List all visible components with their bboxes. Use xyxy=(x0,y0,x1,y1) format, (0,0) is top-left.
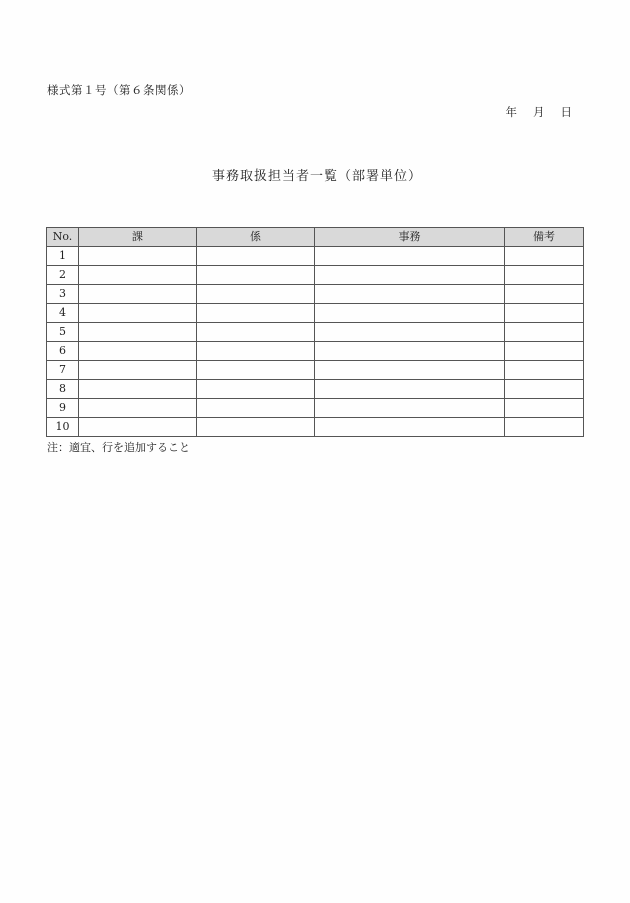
table-row xyxy=(47,323,584,342)
cell-kakari xyxy=(197,361,315,380)
cell-kakari xyxy=(197,304,315,323)
cell-biko xyxy=(505,361,584,380)
cell-jimu xyxy=(315,323,505,342)
cell-kakari xyxy=(197,418,315,437)
date-month-label: 月 xyxy=(533,105,545,119)
table-row xyxy=(47,304,584,323)
cell-jimu xyxy=(315,304,505,323)
cell-jimu xyxy=(315,266,505,285)
cell-ka xyxy=(79,342,197,361)
cell-ka xyxy=(79,247,197,266)
document-title: 事務取扱担当者一覧（部署単位） xyxy=(211,169,422,184)
cell-ka xyxy=(79,361,197,380)
cell-biko xyxy=(505,342,584,361)
row-number: 8 xyxy=(47,380,79,399)
cell-kakari xyxy=(197,323,315,342)
row-number: 6 xyxy=(47,342,79,361)
cell-biko xyxy=(505,399,584,418)
cell-kakari xyxy=(197,342,315,361)
cell-biko xyxy=(505,266,584,285)
table-row xyxy=(47,247,584,266)
row-number: 7 xyxy=(47,361,79,380)
cell-kakari xyxy=(197,380,315,399)
table-row xyxy=(47,266,584,285)
row-number: 1 xyxy=(47,247,79,266)
footnote: 注：適宜、行を追加すること xyxy=(47,441,190,454)
row-number: 3 xyxy=(47,285,79,304)
row-number: 10 xyxy=(47,418,79,437)
date-day-label: 日 xyxy=(560,105,572,119)
form-number: 様式第１号（第６条関係） xyxy=(47,83,191,97)
table-row xyxy=(47,380,584,399)
row-number: 4 xyxy=(47,304,79,323)
row-number: 5 xyxy=(47,323,79,342)
cell-ka xyxy=(79,323,197,342)
cell-jimu xyxy=(315,361,505,380)
staff-table xyxy=(46,227,584,437)
header-jimu: 事務 xyxy=(315,228,505,247)
date-line xyxy=(506,104,573,120)
table-row xyxy=(47,399,584,418)
cell-biko xyxy=(505,304,584,323)
table-header-row xyxy=(47,228,584,247)
table-row xyxy=(47,342,584,361)
cell-biko xyxy=(505,285,584,304)
cell-jimu xyxy=(315,418,505,437)
cell-jimu xyxy=(315,247,505,266)
cell-ka xyxy=(79,266,197,285)
row-number: 9 xyxy=(47,399,79,418)
cell-kakari xyxy=(197,285,315,304)
cell-jimu xyxy=(315,380,505,399)
cell-kakari xyxy=(197,399,315,418)
cell-ka xyxy=(79,304,197,323)
date-year-label: 年 xyxy=(505,105,517,119)
cell-ka xyxy=(79,418,197,437)
cell-kakari xyxy=(197,247,315,266)
cell-biko xyxy=(505,323,584,342)
cell-biko xyxy=(505,418,584,437)
cell-biko xyxy=(505,380,584,399)
header-ka: 課 xyxy=(79,228,197,247)
cell-biko xyxy=(505,247,584,266)
cell-ka xyxy=(79,285,197,304)
table-row xyxy=(47,361,584,380)
cell-jimu xyxy=(315,342,505,361)
table-row xyxy=(47,418,584,437)
row-number: 2 xyxy=(47,266,79,285)
cell-jimu xyxy=(315,399,505,418)
header-kakari: 係 xyxy=(197,228,315,247)
table-row xyxy=(47,285,584,304)
header-biko: 備考 xyxy=(505,228,584,247)
cell-ka xyxy=(79,399,197,418)
header-no: No. xyxy=(47,228,79,247)
cell-ka xyxy=(79,380,197,399)
cell-kakari xyxy=(197,266,315,285)
cell-jimu xyxy=(315,285,505,304)
